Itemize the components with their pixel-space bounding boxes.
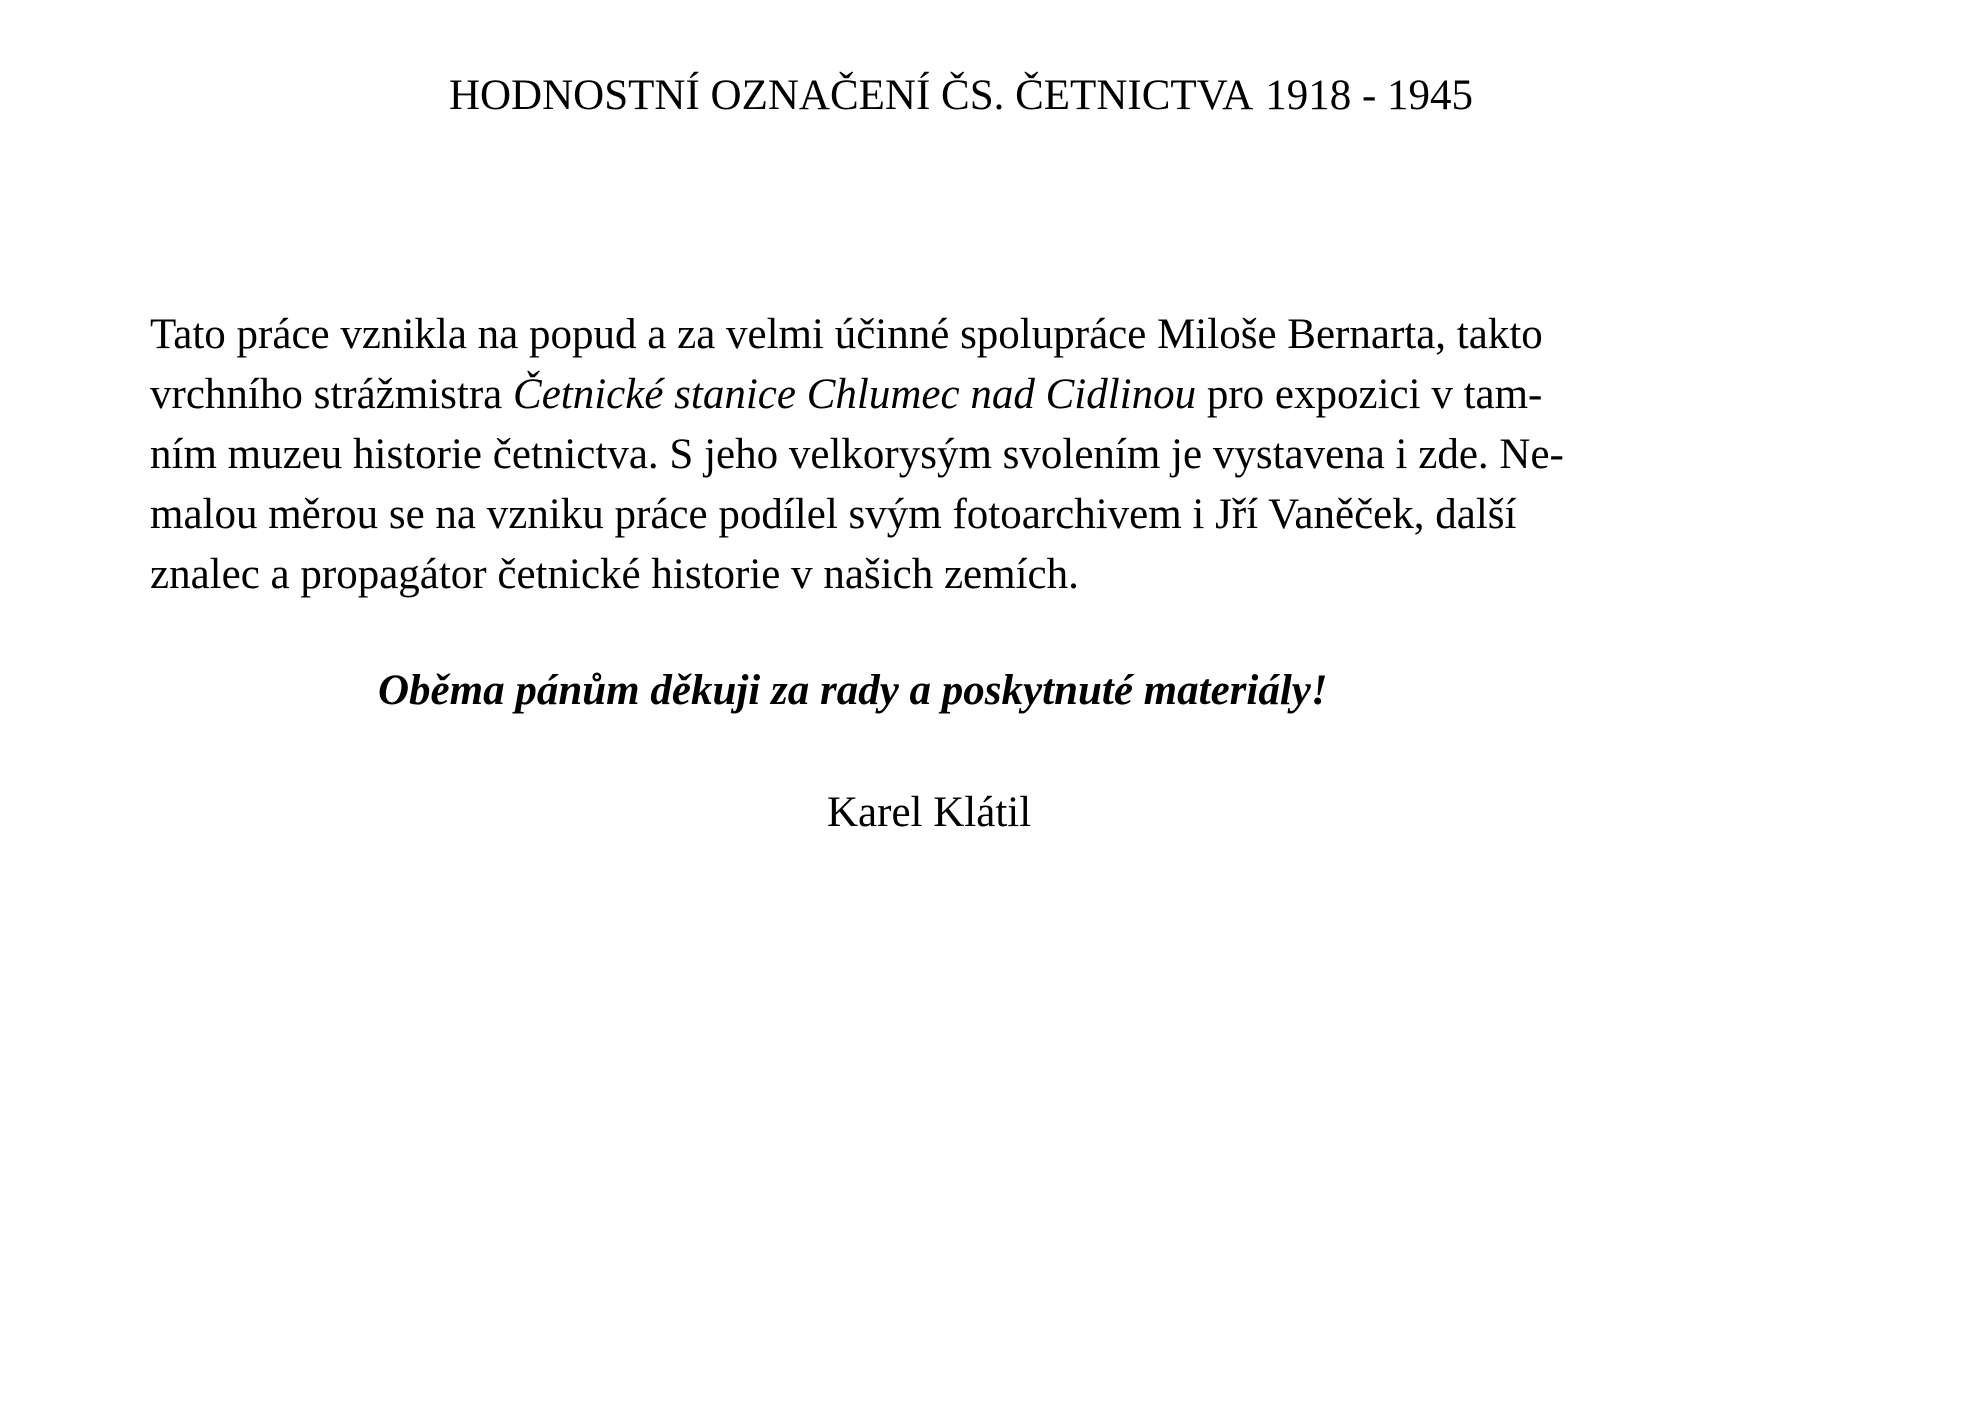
title-years: 1918 - 1945	[1265, 72, 1474, 119]
station-name-italic: Četnické stanice Chlumec nad Cidlinou	[513, 371, 1197, 418]
paragraph-line-5: znalec a propagátor četnické historie v našich zemích.	[150, 551, 1079, 598]
paragraph-line-4: malou měrou se na vzniku práce podílel svým fotoarchivem i Jří Vaněček, další	[150, 491, 1517, 538]
title-text: HODNOSTNÍ OZNAČENÍ ČS. ČETNICTVA	[448, 72, 1254, 119]
paragraph-line-1: Tato práce vznikla na popud a za velmi účinné spolupráce Miloše Bernarta, takto	[150, 311, 1543, 358]
paragraph-line-3: ním muzeu historie četnictva. S jeho velkorysým svolením je vystavena i zde. Ne-	[150, 431, 1564, 478]
author-signature: Karel Klátil	[827, 789, 1032, 836]
paragraph-line-2: vrchního strážmistra Četnické stanice Chlumec nad Cidlinou pro expozici v tam-	[150, 371, 1543, 418]
acknowledgement-paragraph	[150, 305, 1810, 605]
page-title	[0, 70, 1922, 122]
thanks-line: Oběma pánům děkuji za rady a poskytnuté materiály!	[378, 667, 1328, 714]
